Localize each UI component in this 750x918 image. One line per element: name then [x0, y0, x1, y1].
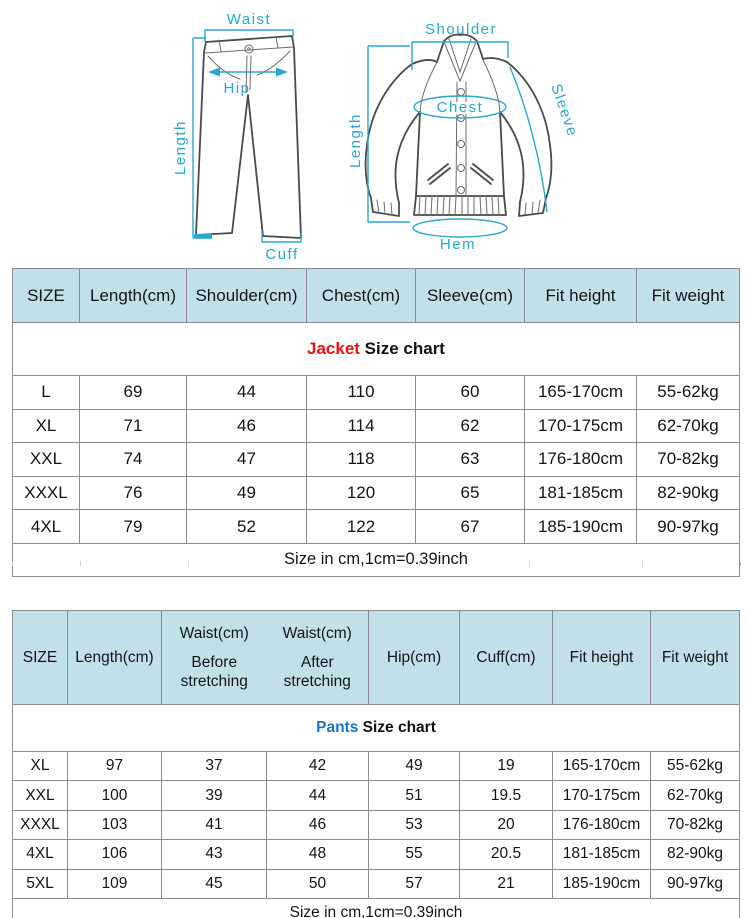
size-cell: 176-180cm [525, 443, 637, 477]
size-cell: 185-190cm [553, 869, 651, 898]
size-cell: 43 [162, 840, 267, 869]
size-cell: 181-185cm [553, 840, 651, 869]
pants-table-title [13, 705, 740, 752]
size-cell: 46 [267, 810, 369, 839]
table-row [13, 376, 740, 410]
size-cell: 37 [162, 752, 267, 781]
column-header: Fit weight [637, 269, 740, 323]
column-header: Chest(cm) [307, 269, 416, 323]
jacket-table-title-row [13, 323, 740, 376]
size-cell: 97 [68, 752, 162, 781]
size-cell: 19.5 [460, 781, 553, 810]
size-cell: 62-70kg [651, 781, 740, 810]
column-header: Shoulder(cm) [187, 269, 307, 323]
size-cell: 165-170cm [553, 752, 651, 781]
pants-table-footer: Size in cm,1cm=0.39inch [13, 898, 740, 918]
size-cell: 62-70kg [637, 409, 740, 443]
size-cell: 70-82kg [651, 810, 740, 839]
jacket-title-rest: Size chart [359, 339, 445, 358]
pants-table-footer-row [13, 898, 740, 918]
size-cell: 76 [80, 476, 187, 510]
clipped-row-artifact [12, 561, 741, 566]
pants-cuff-label: Cuff [265, 246, 299, 263]
size-cell: 82-90kg [651, 840, 740, 869]
pants-size-table [12, 610, 740, 918]
pants-table-body [13, 752, 740, 899]
size-cell: 51 [369, 781, 460, 810]
jacket-table-title [13, 323, 740, 376]
size-cell: 48 [267, 840, 369, 869]
size-cell: 170-175cm [525, 409, 637, 443]
size-cell: 4XL [13, 840, 68, 869]
column-header: Fit weight [651, 611, 740, 705]
size-cell: 69 [80, 376, 187, 410]
pants-header-row [13, 611, 740, 705]
size-cell: 65 [416, 476, 525, 510]
size-cell: XXL [13, 781, 68, 810]
size-cell: 20 [460, 810, 553, 839]
size-cell: 55-62kg [651, 752, 740, 781]
column-header: Sleeve(cm) [416, 269, 525, 323]
size-cell: 44 [187, 376, 307, 410]
jacket-table-body [13, 376, 740, 544]
pants-diagram [172, 11, 301, 263]
size-cell: 60 [416, 376, 525, 410]
table-row [13, 510, 740, 544]
jacket-shoulder-label: Shoulder [424, 21, 498, 38]
size-cell: 185-190cm [525, 510, 637, 544]
size-cell: 21 [460, 869, 553, 898]
size-cell: XXXL [13, 476, 80, 510]
table-row [13, 840, 740, 869]
column-header: Hip(cm) [369, 611, 460, 705]
pants-hip-label: Hip [223, 80, 251, 97]
size-cell: 103 [68, 810, 162, 839]
column-header: Length(cm) [80, 269, 187, 323]
pants-waist-label: Waist [226, 11, 272, 28]
size-cell: 47 [187, 443, 307, 477]
size-cell: 90-97kg [637, 510, 740, 544]
size-cell: XXL [13, 443, 80, 477]
size-cell: 5XL [13, 869, 68, 898]
size-cell: 45 [162, 869, 267, 898]
size-cell: 55 [369, 840, 460, 869]
size-cell: L [13, 376, 80, 410]
jacket-header-row [13, 269, 740, 323]
table-row [13, 409, 740, 443]
size-cell: 67 [416, 510, 525, 544]
size-cell: 170-175cm [553, 781, 651, 810]
size-cell: 41 [162, 810, 267, 839]
jacket-table-footer-row [13, 543, 740, 576]
size-cell: 39 [162, 781, 267, 810]
jacket-hem-label: Hem [439, 236, 477, 253]
size-cell: 82-90kg [637, 476, 740, 510]
jacket-chest-label: Chest [436, 99, 484, 116]
size-cell: 55-62kg [637, 376, 740, 410]
table-row [13, 752, 740, 781]
size-cell: 19 [460, 752, 553, 781]
table-row [13, 810, 740, 839]
column-header: SIZE [13, 269, 80, 323]
size-cell: 71 [80, 409, 187, 443]
size-cell: 122 [307, 510, 416, 544]
size-cell: XXXL [13, 810, 68, 839]
size-cell: 46 [187, 409, 307, 443]
table-row [13, 476, 740, 510]
jacket-title-highlight: Jacket [307, 339, 360, 358]
column-header: Fit height [553, 611, 651, 705]
jacket-length-label: Length [347, 113, 364, 168]
size-cell: 49 [187, 476, 307, 510]
size-cell: 4XL [13, 510, 80, 544]
pants-length-label: Length [172, 120, 189, 175]
column-header: Fit height [525, 269, 637, 323]
size-cell: 44 [267, 781, 369, 810]
column-header: Waist(cm) Before stretching [162, 611, 267, 705]
size-cell: 70-82kg [637, 443, 740, 477]
table-row [13, 869, 740, 898]
column-header: Length(cm) [68, 611, 162, 705]
size-cell: 181-185cm [525, 476, 637, 510]
size-cell: 79 [80, 510, 187, 544]
size-cell: 114 [307, 409, 416, 443]
measurement-diagrams [0, 0, 750, 266]
size-cell: 20.5 [460, 840, 553, 869]
size-cell: 120 [307, 476, 416, 510]
pants-table-title-row [13, 705, 740, 752]
jacket-table-footer: Size in cm,1cm=0.39inch [13, 543, 740, 576]
size-cell: 74 [80, 443, 187, 477]
pants-title-highlight: Pants [316, 719, 359, 736]
size-cell: 106 [68, 840, 162, 869]
size-cell: 52 [187, 510, 307, 544]
column-header: Waist(cm) After stretching [267, 611, 369, 705]
table-row [13, 443, 740, 477]
size-cell: 165-170cm [525, 376, 637, 410]
size-cell: 109 [68, 869, 162, 898]
size-cell: 90-97kg [651, 869, 740, 898]
size-cell: 53 [369, 810, 460, 839]
jacket-sleeve-label: Sleeve [547, 81, 582, 140]
size-cell: XL [13, 752, 68, 781]
size-cell: 118 [307, 443, 416, 477]
column-header: Cuff(cm) [460, 611, 553, 705]
jacket-size-table [12, 268, 740, 577]
size-cell: XL [13, 409, 80, 443]
size-cell: 100 [68, 781, 162, 810]
pants-title-rest: Size chart [358, 719, 436, 736]
size-cell: 176-180cm [553, 810, 651, 839]
size-cell: 50 [267, 869, 369, 898]
size-cell: 62 [416, 409, 525, 443]
size-cell: 42 [267, 752, 369, 781]
table-row [13, 781, 740, 810]
jacket-diagram [347, 21, 581, 253]
size-cell: 63 [416, 443, 525, 477]
column-header: SIZE [13, 611, 68, 705]
size-cell: 49 [369, 752, 460, 781]
size-cell: 57 [369, 869, 460, 898]
size-cell: 110 [307, 376, 416, 410]
